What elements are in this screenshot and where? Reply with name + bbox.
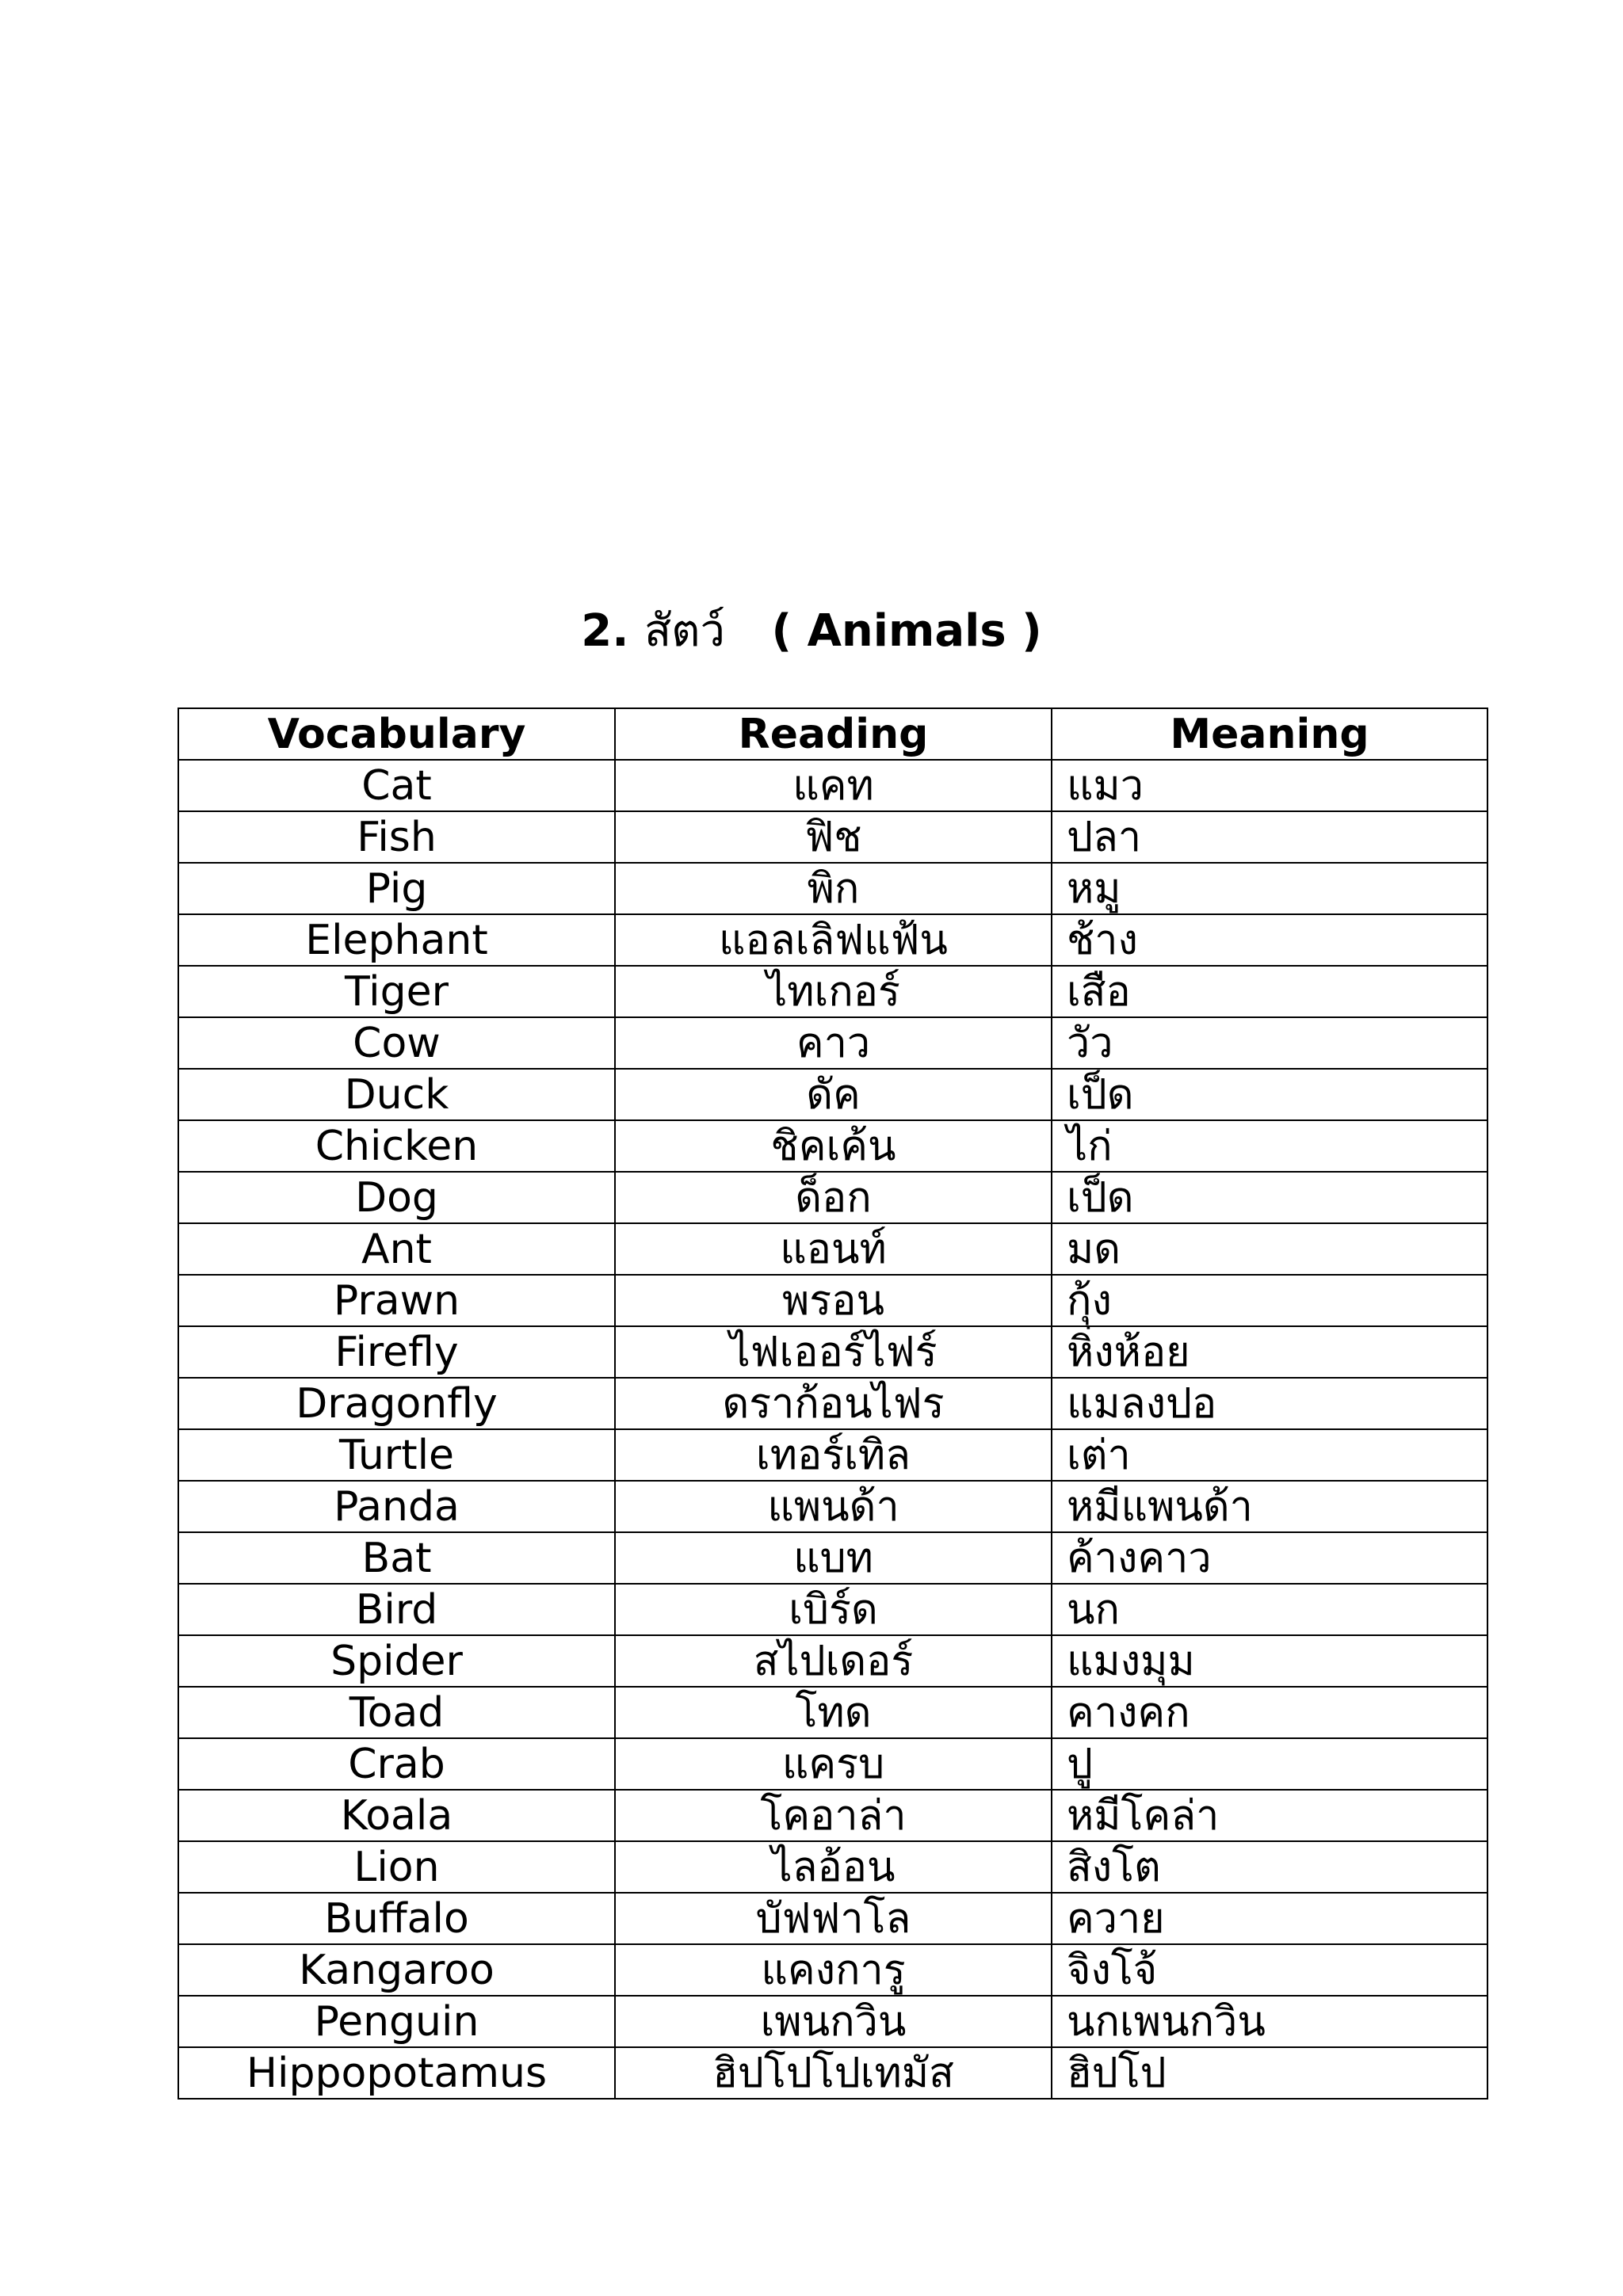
meaning-cell: สิงโต: [1052, 1841, 1487, 1893]
reading-cell: เทอร์เทิล: [615, 1429, 1052, 1481]
meaning-cell: เป็ด: [1052, 1172, 1487, 1223]
meaning-cell: นกเพนกวิน: [1052, 1996, 1487, 2047]
table-row: [178, 1378, 1487, 1429]
meaning-cell: ค้างคาว: [1052, 1532, 1487, 1584]
vocabulary-cell: Buffalo: [178, 1893, 615, 1944]
reading-cell: สไปเดอร์: [615, 1635, 1052, 1687]
vocabulary-cell: Spider: [178, 1635, 615, 1687]
table-row: [178, 1481, 1487, 1532]
table-header-row: [178, 708, 1487, 760]
table-row: [178, 1532, 1487, 1584]
title-number: 2.: [581, 605, 629, 657]
reading-cell: โคอาล่า: [615, 1790, 1052, 1841]
table-row: [178, 914, 1487, 966]
meaning-cell: แมงมุม: [1052, 1635, 1487, 1687]
meaning-cell: ควาย: [1052, 1893, 1487, 1944]
table-body: [178, 760, 1487, 2099]
table-row: [178, 1687, 1487, 1738]
reading-cell: แพนด้า: [615, 1481, 1052, 1532]
reading-cell: เพนกวิน: [615, 1996, 1052, 2047]
table-row: [178, 1223, 1487, 1275]
reading-cell: แบท: [615, 1532, 1052, 1584]
vocabulary-cell: Kangaroo: [178, 1944, 615, 1996]
vocabulary-cell: Pig: [178, 863, 615, 914]
vocabulary-cell: Ant: [178, 1223, 615, 1275]
table-row: [178, 1429, 1487, 1481]
vocabulary-cell: Elephant: [178, 914, 615, 966]
vocabulary-cell: Hippopotamus: [178, 2047, 615, 2099]
meaning-cell: หมีแพนด้า: [1052, 1481, 1487, 1532]
meaning-cell: ปลา: [1052, 811, 1487, 863]
reading-cell: ไลอ้อน: [615, 1841, 1052, 1893]
meaning-cell: กุ้ง: [1052, 1275, 1487, 1326]
meaning-cell: เต่า: [1052, 1429, 1487, 1481]
reading-cell: โทด: [615, 1687, 1052, 1738]
reading-cell: แคท: [615, 760, 1052, 811]
meaning-cell: แมว: [1052, 760, 1487, 811]
meaning-cell: หิ่งห้อย: [1052, 1326, 1487, 1378]
table-row: [178, 1275, 1487, 1326]
header-meaning: Meaning: [1052, 708, 1487, 760]
table-row: [178, 1893, 1487, 1944]
table-row: [178, 1790, 1487, 1841]
vocabulary-cell: Cow: [178, 1017, 615, 1069]
vocabulary-table: [178, 707, 1488, 2100]
vocabulary-cell: Toad: [178, 1687, 615, 1738]
vocabulary-cell: Dog: [178, 1172, 615, 1223]
meaning-cell: จิงโจ้: [1052, 1944, 1487, 1996]
reading-cell: ชิคเค้น: [615, 1120, 1052, 1172]
vocabulary-cell: Chicken: [178, 1120, 615, 1172]
vocabulary-cell: Koala: [178, 1790, 615, 1841]
reading-cell: ไฟเออร์ไฟร์: [615, 1326, 1052, 1378]
meaning-cell: วัว: [1052, 1017, 1487, 1069]
vocabulary-cell: Bird: [178, 1584, 615, 1635]
vocabulary-cell: Fish: [178, 811, 615, 863]
meaning-cell: ไก่: [1052, 1120, 1487, 1172]
table-row: [178, 863, 1487, 914]
table-row: [178, 1017, 1487, 1069]
table-row: [178, 1635, 1487, 1687]
meaning-cell: แมลงปอ: [1052, 1378, 1487, 1429]
meaning-cell: เสือ: [1052, 966, 1487, 1017]
vocabulary-cell: Tiger: [178, 966, 615, 1017]
table-row: [178, 1996, 1487, 2047]
vocabulary-cell: Prawn: [178, 1275, 615, 1326]
vocabulary-cell: Lion: [178, 1841, 615, 1893]
vocabulary-cell: Firefly: [178, 1326, 615, 1378]
reading-cell: พิก: [615, 863, 1052, 914]
header-reading: Reading: [615, 708, 1052, 760]
table-row: [178, 1120, 1487, 1172]
vocabulary-cell: Crab: [178, 1738, 615, 1790]
meaning-cell: ช้าง: [1052, 914, 1487, 966]
meaning-cell: นก: [1052, 1584, 1487, 1635]
table-row: [178, 1069, 1487, 1120]
vocabulary-cell: Dragonfly: [178, 1378, 615, 1429]
reading-cell: ดัค: [615, 1069, 1052, 1120]
table-row: [178, 1841, 1487, 1893]
reading-cell: ฟิช: [615, 811, 1052, 863]
meaning-cell: หมู: [1052, 863, 1487, 914]
meaning-cell: ปู: [1052, 1738, 1487, 1790]
reading-cell: แคงการู: [615, 1944, 1052, 1996]
table-row: [178, 811, 1487, 863]
table-row: [178, 2047, 1487, 2099]
vocabulary-cell: Cat: [178, 760, 615, 811]
vocabulary-cell: Turtle: [178, 1429, 615, 1481]
page-title: [0, 604, 1623, 659]
vocabulary-cell: Penguin: [178, 1996, 615, 2047]
table-row: [178, 760, 1487, 811]
reading-cell: ไทเกอร์: [615, 966, 1052, 1017]
meaning-cell: คางคก: [1052, 1687, 1487, 1738]
reading-cell: บัฟฟาโล: [615, 1893, 1052, 1944]
reading-cell: คาว: [615, 1017, 1052, 1069]
meaning-cell: เป็ด: [1052, 1069, 1487, 1120]
table-row: [178, 1944, 1487, 1996]
table-row: [178, 1326, 1487, 1378]
meaning-cell: หมีโคล่า: [1052, 1790, 1487, 1841]
reading-cell: พรอน: [615, 1275, 1052, 1326]
reading-cell: แอนท์: [615, 1223, 1052, 1275]
reading-cell: ฮิปโปโปเทมัส: [615, 2047, 1052, 2099]
vocabulary-cell: Panda: [178, 1481, 615, 1532]
table-row: [178, 1738, 1487, 1790]
title-english: ( Animals ): [771, 605, 1042, 657]
reading-cell: แครบ: [615, 1738, 1052, 1790]
title-thai: สัตว์: [644, 605, 725, 657]
table-row: [178, 1584, 1487, 1635]
table-row: [178, 966, 1487, 1017]
reading-cell: เบิร์ด: [615, 1584, 1052, 1635]
meaning-cell: ฮิปโป: [1052, 2047, 1487, 2099]
reading-cell: แอลเลิฟแฟ้น: [615, 914, 1052, 966]
header-vocabulary: Vocabulary: [178, 708, 615, 760]
vocabulary-cell: Duck: [178, 1069, 615, 1120]
reading-cell: ดราก้อนไฟร: [615, 1378, 1052, 1429]
meaning-cell: มด: [1052, 1223, 1487, 1275]
table-row: [178, 1172, 1487, 1223]
reading-cell: ด็อก: [615, 1172, 1052, 1223]
vocabulary-cell: Bat: [178, 1532, 615, 1584]
